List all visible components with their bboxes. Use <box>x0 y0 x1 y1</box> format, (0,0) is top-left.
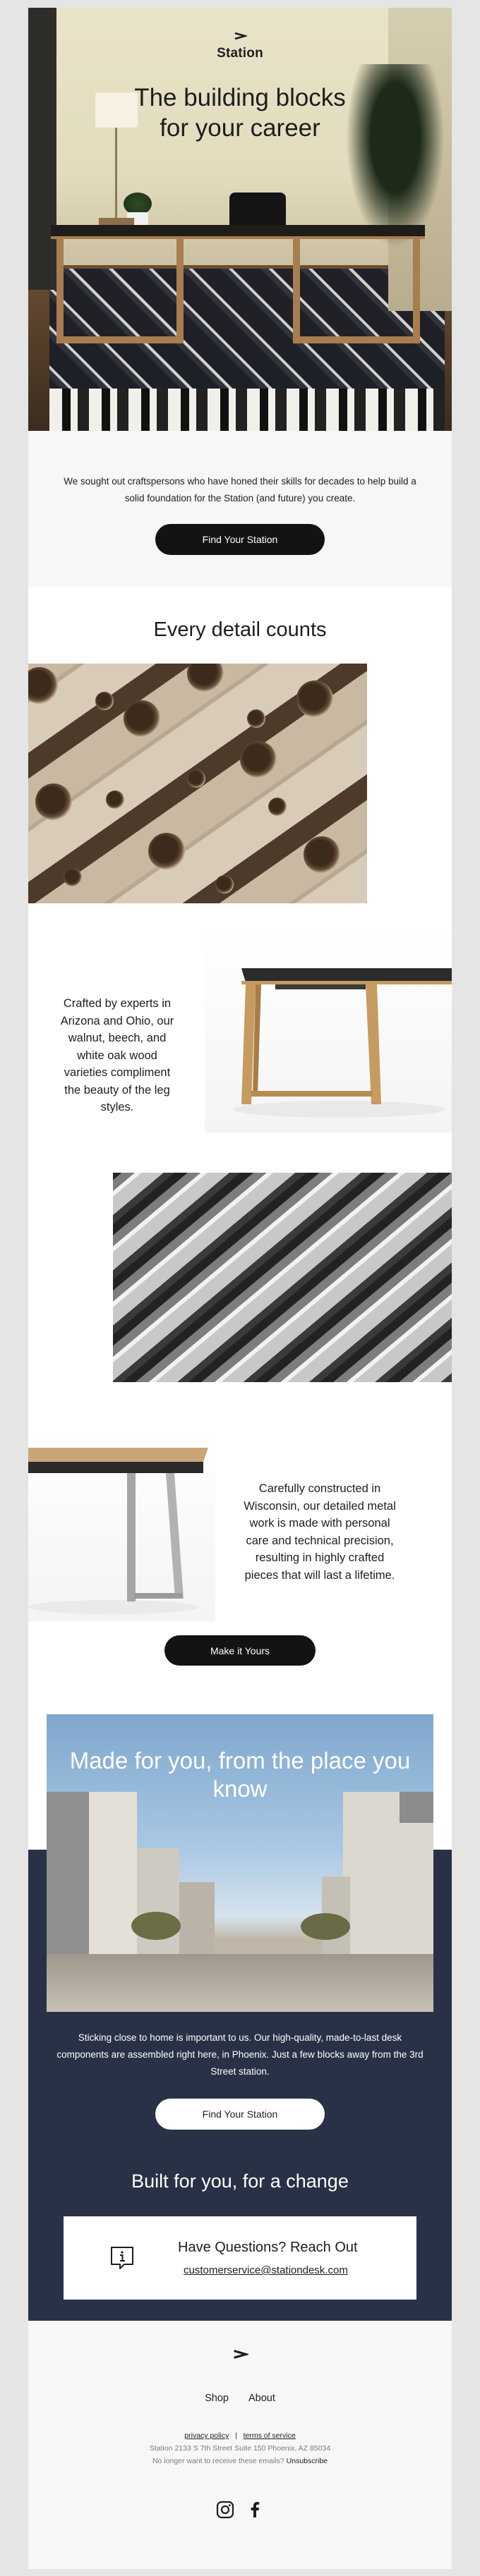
phoenix-street-image <box>47 1714 433 2012</box>
footer-link-shop[interactable]: Shop <box>205 2393 229 2404</box>
brand-logo[interactable] <box>28 32 452 61</box>
facebook-icon[interactable] <box>246 2501 264 2519</box>
hero-rug-border <box>49 389 445 431</box>
questions-title: Have Questions? Reach Out <box>178 2240 358 2255</box>
metal-desk-image <box>28 1432 215 1621</box>
building-left-shade <box>47 1792 89 1961</box>
hero-headline-line2: for your career <box>160 114 320 142</box>
building-left-2 <box>137 1848 179 1961</box>
details-title: Every detail counts <box>153 618 327 641</box>
chat-info-icon <box>109 2245 136 2271</box>
footer-nav <box>28 2393 452 2404</box>
find-your-station-button-2[interactable]: Find Your Station <box>155 2099 325 2130</box>
street-tree-left <box>131 1912 181 1940</box>
wood-desk-image <box>205 924 452 1133</box>
metal-parts-image <box>113 1173 452 1382</box>
unsubscribe-prompt: No longer want to receive these emails? <box>152 2457 284 2465</box>
footer-unsubscribe-line <box>28 2457 452 2465</box>
hero-desk-top <box>51 225 425 239</box>
metal-description: Carefully constructed in Wisconsin, our detailed metal work is made with personal care and technical precision, resulting in highly crafted pieces that will last a lifetime. <box>244 1482 396 1582</box>
email-body <box>28 8 452 2569</box>
wood-hole <box>28 667 58 704</box>
wood-hole-small <box>215 875 234 893</box>
wood-hole <box>35 783 72 820</box>
customer-service-email-link[interactable]: customerservice@stationdesk.com <box>184 2264 348 2276</box>
street-tree-right <box>301 1913 350 1940</box>
terms-of-service-link[interactable]: terms of service <box>243 2431 296 2440</box>
wood-blocks-image <box>28 664 367 903</box>
wood-hole-small <box>64 868 82 886</box>
footer-legal-links <box>28 2431 452 2440</box>
footer <box>28 2321 452 2569</box>
building-left-3 <box>179 1882 215 1960</box>
wood-hole-small <box>95 692 114 710</box>
hero-headline <box>28 83 452 143</box>
wood-hole-small <box>268 798 287 816</box>
intro-section <box>28 431 452 587</box>
hero-books <box>99 218 134 225</box>
intro-text: We sought out craftspersons who have honed their skills for decades to help build a solid foundation for the Station (and future) you create. <box>64 476 416 503</box>
find-your-station-button[interactable]: Find Your Station <box>155 524 325 555</box>
street-road <box>47 1954 433 2012</box>
brand-name: Station <box>217 46 263 61</box>
wood-hole-small <box>247 709 265 728</box>
local-text: Sticking close to home is important to us. Our high-quality, made-to-last desk components are assembled right here, in Phoenix. Just a few blocks away from the 3rd Street station. <box>56 2032 424 2077</box>
legal-separator: | <box>235 2431 237 2440</box>
station-logo-icon <box>233 32 247 43</box>
built-for-you-title: Built for you, for a change <box>131 2171 349 2192</box>
wood-hole <box>304 836 340 873</box>
local-headline: Made for you, from the place you know <box>69 1747 411 1802</box>
wood-hole <box>187 664 224 692</box>
wood-hole-small <box>106 790 124 809</box>
wood-hole-small <box>187 769 205 788</box>
questions-card <box>64 2216 416 2300</box>
wood-hole <box>296 680 333 717</box>
metal-desk-illustration <box>28 1432 215 1621</box>
hero-desk-leg-right <box>293 238 420 343</box>
station-logo-icon <box>232 2349 248 2363</box>
hero-headline-line1: The building blocks <box>134 84 346 111</box>
footer-logo[interactable] <box>28 2349 452 2366</box>
hero-desk-leg-left <box>56 238 184 343</box>
privacy-policy-link[interactable]: privacy policy <box>184 2431 229 2440</box>
wood-desk-illustration <box>205 924 452 1133</box>
hero-section <box>28 8 452 431</box>
wood-hole <box>124 700 160 737</box>
footer-address: Station 2133 S 7th Street Suite 150 Phoenix, AZ 85034 <box>149 2444 331 2453</box>
wood-hole <box>240 741 277 778</box>
wood-description: Crafted by experts in Arizona and Ohio, our walnut, beech, and white oak wood varieties compliment the beauty of the leg styles. <box>60 997 174 1113</box>
footer-link-about[interactable]: About <box>248 2393 275 2404</box>
make-it-yours-button[interactable]: Make it Yours <box>164 1635 316 1666</box>
instagram-icon[interactable] <box>216 2501 234 2519</box>
wood-hole <box>148 833 185 869</box>
unsubscribe-link[interactable]: Unsubscribe <box>286 2457 328 2465</box>
